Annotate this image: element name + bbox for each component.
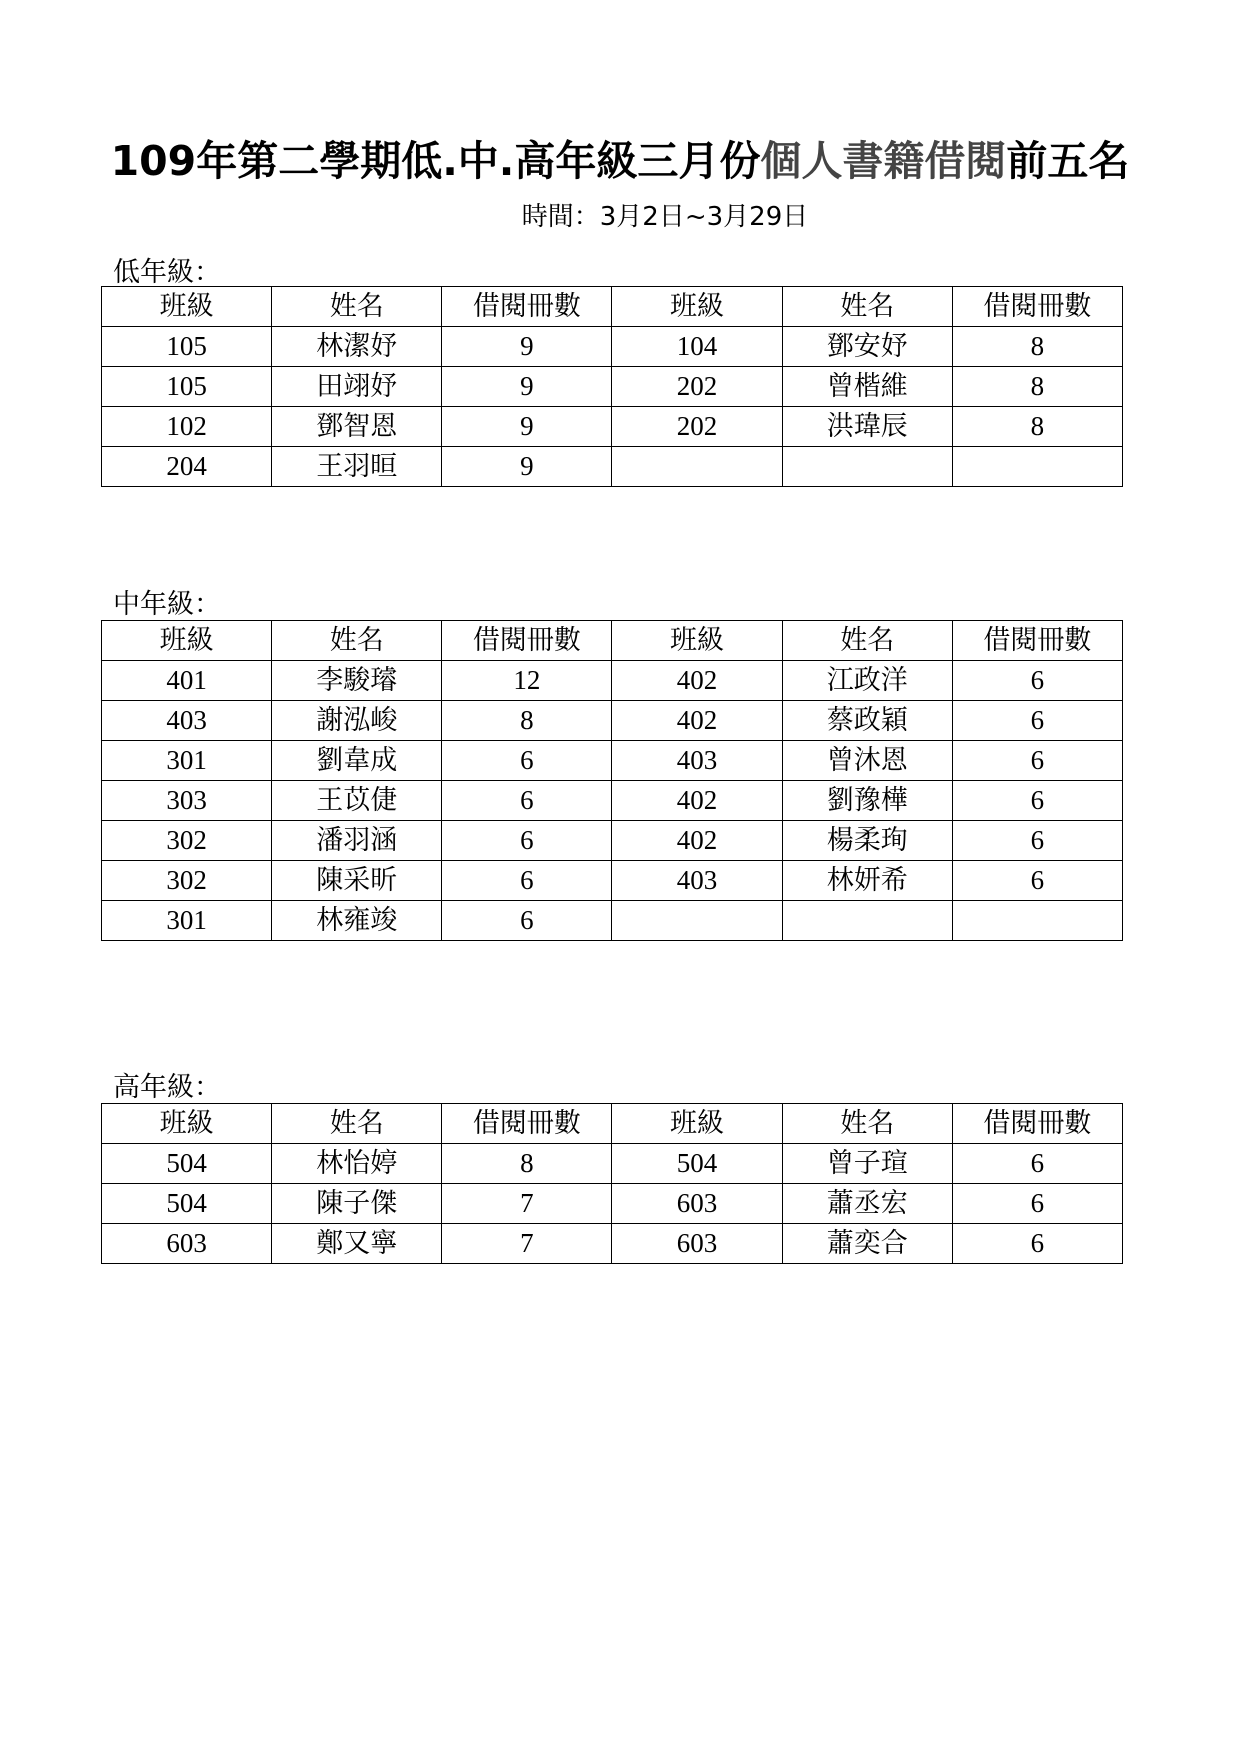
count-cell: 8	[442, 701, 612, 741]
class-cell: 301	[102, 901, 272, 941]
class-cell: 104	[612, 327, 782, 367]
table-row	[102, 1224, 1123, 1264]
column-header: 班級	[612, 287, 782, 327]
name-cell: 蔡政穎	[782, 701, 952, 741]
column-header: 借閱冊數	[952, 1104, 1122, 1144]
column-header: 班級	[102, 287, 272, 327]
ranking-table	[101, 1103, 1123, 1264]
class-cell: 401	[102, 661, 272, 701]
count-cell: 6	[442, 741, 612, 781]
class-cell: 403	[102, 701, 272, 741]
name-cell: 林雍竣	[272, 901, 442, 941]
name-cell: 曾沐恩	[782, 741, 952, 781]
table-row	[102, 781, 1123, 821]
count-cell: 6	[952, 821, 1122, 861]
class-cell: 302	[102, 821, 272, 861]
count-cell: 9	[442, 327, 612, 367]
table-row	[102, 661, 1123, 701]
column-header: 借閱冊數	[442, 621, 612, 661]
class-cell: 603	[102, 1224, 272, 1264]
count-cell: 12	[442, 661, 612, 701]
name-cell	[782, 901, 952, 941]
section-label: 低年級：	[113, 257, 221, 288]
count-cell: 8	[952, 407, 1122, 447]
count-cell: 6	[952, 701, 1122, 741]
name-cell: 謝泓峻	[272, 701, 442, 741]
table-row	[102, 1184, 1123, 1224]
class-cell: 302	[102, 861, 272, 901]
column-header: 班級	[612, 1104, 782, 1144]
count-cell	[952, 447, 1122, 487]
count-cell: 6	[442, 861, 612, 901]
count-cell: 6	[952, 861, 1122, 901]
name-cell: 蕭丞宏	[782, 1184, 952, 1224]
count-cell	[952, 901, 1122, 941]
column-header: 姓名	[272, 1104, 442, 1144]
table-row	[102, 741, 1123, 781]
table-row	[102, 1144, 1123, 1184]
name-cell: 楊柔珣	[782, 821, 952, 861]
ranking-table	[101, 620, 1123, 941]
count-cell: 9	[442, 407, 612, 447]
class-cell: 504	[102, 1144, 272, 1184]
name-cell: 林潔妤	[272, 327, 442, 367]
name-cell: 劉韋成	[272, 741, 442, 781]
count-cell: 6	[952, 781, 1122, 821]
count-cell: 6	[952, 1184, 1122, 1224]
section-label: 高年級：	[113, 1072, 221, 1103]
count-cell: 7	[442, 1224, 612, 1264]
count-cell: 8	[952, 327, 1122, 367]
name-cell: 蕭奕合	[782, 1224, 952, 1264]
count-cell: 8	[442, 1144, 612, 1184]
count-cell: 9	[442, 447, 612, 487]
class-cell: 603	[612, 1184, 782, 1224]
name-cell: 鄭又寧	[272, 1224, 442, 1264]
class-cell: 102	[102, 407, 272, 447]
title-part-end: 前五名	[1006, 137, 1130, 185]
count-cell: 8	[952, 367, 1122, 407]
column-header: 借閱冊數	[952, 287, 1122, 327]
title-part-highlight: 個人書籍借閱	[760, 137, 1007, 185]
table-row	[102, 861, 1123, 901]
column-header: 姓名	[272, 621, 442, 661]
class-cell: 202	[612, 367, 782, 407]
table-row	[102, 327, 1123, 367]
column-header: 借閱冊數	[442, 1104, 612, 1144]
column-header: 姓名	[782, 621, 952, 661]
table-row	[102, 901, 1123, 941]
table-row	[102, 447, 1123, 487]
class-cell: 403	[612, 741, 782, 781]
class-cell: 403	[612, 861, 782, 901]
page-title	[0, 128, 1240, 187]
ranking-table	[101, 286, 1123, 487]
date-range: 時間：3月2日~3月29日	[521, 202, 809, 232]
name-cell: 陳采昕	[272, 861, 442, 901]
class-cell: 402	[612, 821, 782, 861]
column-header: 班級	[102, 1104, 272, 1144]
table-row	[102, 821, 1123, 861]
name-cell: 田翊妤	[272, 367, 442, 407]
class-cell: 202	[612, 407, 782, 447]
name-cell: 劉豫樺	[782, 781, 952, 821]
table-row	[102, 407, 1123, 447]
count-cell: 6	[952, 741, 1122, 781]
name-cell: 鄧安妤	[782, 327, 952, 367]
column-header: 姓名	[782, 1104, 952, 1144]
class-cell: 402	[612, 661, 782, 701]
column-header: 姓名	[782, 287, 952, 327]
class-cell: 402	[612, 781, 782, 821]
name-cell	[782, 447, 952, 487]
column-header: 借閱冊數	[442, 287, 612, 327]
table-header-row	[102, 621, 1123, 661]
table-header-row	[102, 287, 1123, 327]
name-cell: 江政洋	[782, 661, 952, 701]
name-cell: 林妍希	[782, 861, 952, 901]
name-cell: 洪瑋辰	[782, 407, 952, 447]
name-cell: 潘羽涵	[272, 821, 442, 861]
column-header: 借閱冊數	[952, 621, 1122, 661]
class-cell: 504	[612, 1144, 782, 1184]
count-cell: 6	[442, 781, 612, 821]
class-cell: 402	[612, 701, 782, 741]
name-cell: 李駿璿	[272, 661, 442, 701]
name-cell: 曾楷維	[782, 367, 952, 407]
class-cell: 301	[102, 741, 272, 781]
class-cell: 504	[102, 1184, 272, 1224]
column-header: 姓名	[272, 287, 442, 327]
count-cell: 6	[442, 901, 612, 941]
class-cell	[612, 447, 782, 487]
name-cell: 王苡倢	[272, 781, 442, 821]
count-cell: 6	[952, 1144, 1122, 1184]
count-cell: 7	[442, 1184, 612, 1224]
class-cell: 204	[102, 447, 272, 487]
title-part-main: 109年第二學期低.中.高年級三月份	[110, 137, 761, 185]
table-row	[102, 701, 1123, 741]
count-cell: 9	[442, 367, 612, 407]
column-header: 班級	[102, 621, 272, 661]
count-cell: 6	[442, 821, 612, 861]
count-cell: 6	[952, 1224, 1122, 1264]
name-cell: 鄧智恩	[272, 407, 442, 447]
table-row	[102, 367, 1123, 407]
table-header-row	[102, 1104, 1123, 1144]
class-cell: 105	[102, 367, 272, 407]
class-cell: 105	[102, 327, 272, 367]
name-cell: 陳子傑	[272, 1184, 442, 1224]
class-cell: 603	[612, 1224, 782, 1264]
column-header: 班級	[612, 621, 782, 661]
class-cell	[612, 901, 782, 941]
class-cell: 303	[102, 781, 272, 821]
name-cell: 曾子瑄	[782, 1144, 952, 1184]
name-cell: 林怡婷	[272, 1144, 442, 1184]
name-cell: 王羽晅	[272, 447, 442, 487]
section-label: 中年級：	[113, 589, 221, 620]
count-cell: 6	[952, 661, 1122, 701]
